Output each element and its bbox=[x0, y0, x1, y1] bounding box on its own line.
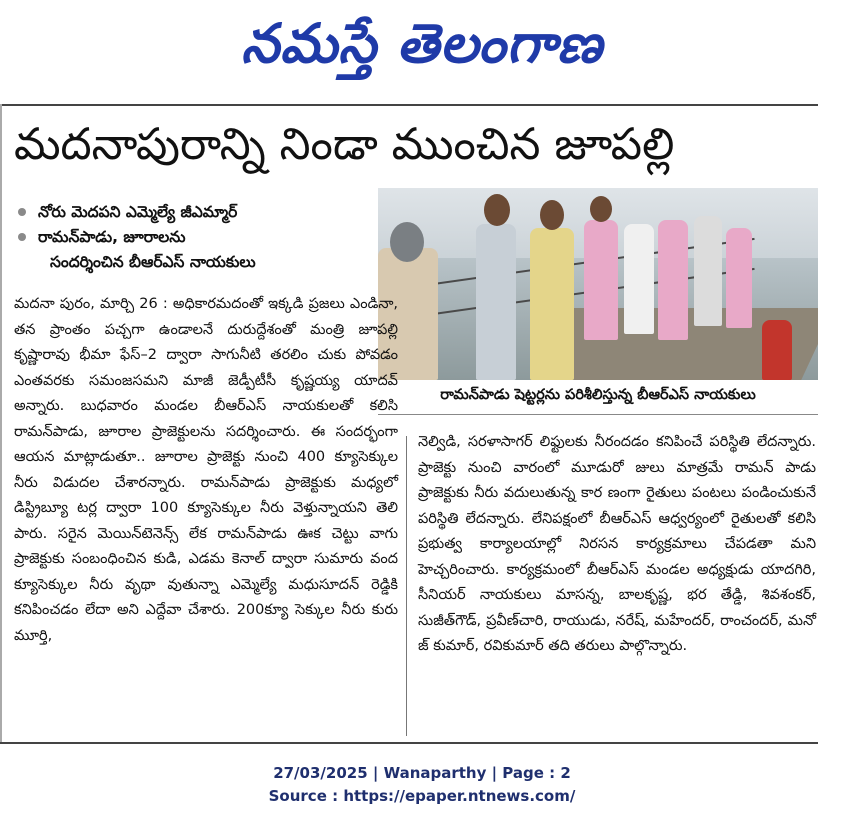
article-body-right bbox=[418, 430, 816, 660]
photo-caption: రామన్‌పాడు షెట్టర్లను పరిశీలిస్తున్న బీఆర్‌ఎస్ నాయకులు bbox=[378, 380, 818, 415]
left-border bbox=[0, 104, 2, 744]
photo-person bbox=[658, 220, 688, 340]
article-subheads bbox=[14, 200, 374, 275]
photo-person bbox=[624, 224, 654, 334]
photo-person-head bbox=[484, 194, 510, 226]
column-divider bbox=[406, 436, 407, 736]
photo-person bbox=[584, 220, 618, 340]
article-photo bbox=[378, 188, 818, 380]
article-body-left bbox=[14, 292, 398, 649]
source-link[interactable]: Source : https://epaper.ntnews.com/ bbox=[268, 787, 576, 805]
photo-person-head bbox=[390, 222, 424, 262]
article-headline: మదనాపురాన్ని నిండా ముంచిన జూపల్లి bbox=[14, 119, 675, 170]
subhead-text: రామన్‌పాడు, జూరాలను bbox=[38, 228, 186, 246]
bullet-icon bbox=[18, 233, 26, 241]
subhead-continuation: సందర్శించిన బీఆర్‌ఎస్ నాయకులు bbox=[50, 253, 256, 271]
photo-person bbox=[476, 224, 516, 380]
top-rule bbox=[0, 104, 818, 106]
subhead-item bbox=[14, 200, 374, 225]
masthead bbox=[0, 0, 844, 100]
photo-person bbox=[726, 228, 752, 328]
photo-person-head bbox=[540, 200, 564, 230]
page-footer bbox=[0, 762, 844, 808]
body-paragraph: నెల్విడి, సరళాసాగర్ లిఫ్టులకు నీరందడం కనిపించే పరిస్థితి లేదన్నారు. ప్రాజెక్టు నుంచి వారంలో మూడురో జులు మాత్రమే రామన్ పాడు ప్రాజెక్టుకు నీరు వదులుతున్న కార ణంగా రైతులు పంటలు పండించుకునే పరిస్థితి లేదన్నారు. లేనిపక్షంలో బీఆర్‌ఎస్ ఆధ్వర్యంలో రైతులతో కలిసి ప్రభుత్వ కార్యాలయాల్లో నిరసన కార్యక్రమాలు చేపడతా మని హెచ్చరించారు. కార్యక్రమంలో బీఆర్‌ఎస్ మండల అధ్యక్షుడు యాదగిరి, సీనియర్ నాయకులు మాసన్న, బాలకృష్ణ, భర తేడ్డి, శివశంకర్, సుజీత్‌గౌడ్, ప్రవీణ్‌చారి, రాయుడు, నరేష్, మహేందర్, రాంచందర్, మనో జ్ కుమార్, రవికుమార్ తది తరులు పాల్గొన్నారు. bbox=[418, 434, 817, 654]
subhead-item bbox=[14, 225, 374, 250]
edition-info: 27/03/2025 | Wanaparthy | Page : 2 bbox=[273, 764, 571, 782]
photo-person bbox=[762, 320, 792, 380]
bullet-icon bbox=[18, 208, 26, 216]
subhead-text: నోరు మెదపని ఎమ్మెల్యే జీఎమ్మార్ bbox=[38, 203, 238, 221]
photo-person-head bbox=[590, 196, 612, 222]
photo-person bbox=[530, 228, 574, 380]
bottom-rule bbox=[0, 742, 818, 744]
masthead-logo: నమస్తే తెలంగాణ bbox=[241, 11, 603, 75]
photo-person bbox=[694, 216, 722, 326]
body-paragraph: మదనా పురం, మార్చి 26 : అధికారమదంతో ఇక్కడి ప్రజలు ఎండినా, తన ప్రాంతం పచ్చగా ఉండాలనే దురుద్దేశంతో మంత్రి జూపల్లి కృష్ణారావు భీమా ఫేస్–2 ద్వారా సాగునీటి తరలిం చుకు పోవడం ఎంతవరకు సమంజసమని మాజీ జెడ్పీటీసీ కృష్ణయ్య యాదవ్ అన్నారు. బుధవారం మండల బీఆర్‌ఎస్ నాయకులతో కలిసి రామన్‌పాడు, జూరాల ప్రాజెక్టులను సదర్శించారు. ఈ సందర్భంగా ఆయన మాట్లాడుతూ.. జూరాల ప్రాజెక్టు నుంచి 400 క్యూసెక్కుల నీరు విడుదల చేశారన్నారు. రామన్‌పాడు ప్రాజెక్టుకు మధ్యలో డిస్ట్రిబ్యూ టర్ల ద్వారా 100 క్యూసెక్కుల నీరు వెళ్తున్నాయని తెలి పారు. సరైన మెయిన్‌టెనెన్స్ లేక రామన్‌పాడు ఊక చెట్టు వాగు ప్రాజెక్టుకు సంబంధించిన కుడి, ఎడమ కెనాల్ ద్వారా సుమారు వంద క్యూసెక్కుల నీరు వృథా వుతున్నా ఎమ్మెల్యే మధుసూదన్ రెడ్డికి కనిపించడం లేదా అని ఎద్దేవా చేశారు. 200క్యూ సెక్కుల నీరు కురు మూర్తి, bbox=[14, 296, 398, 644]
